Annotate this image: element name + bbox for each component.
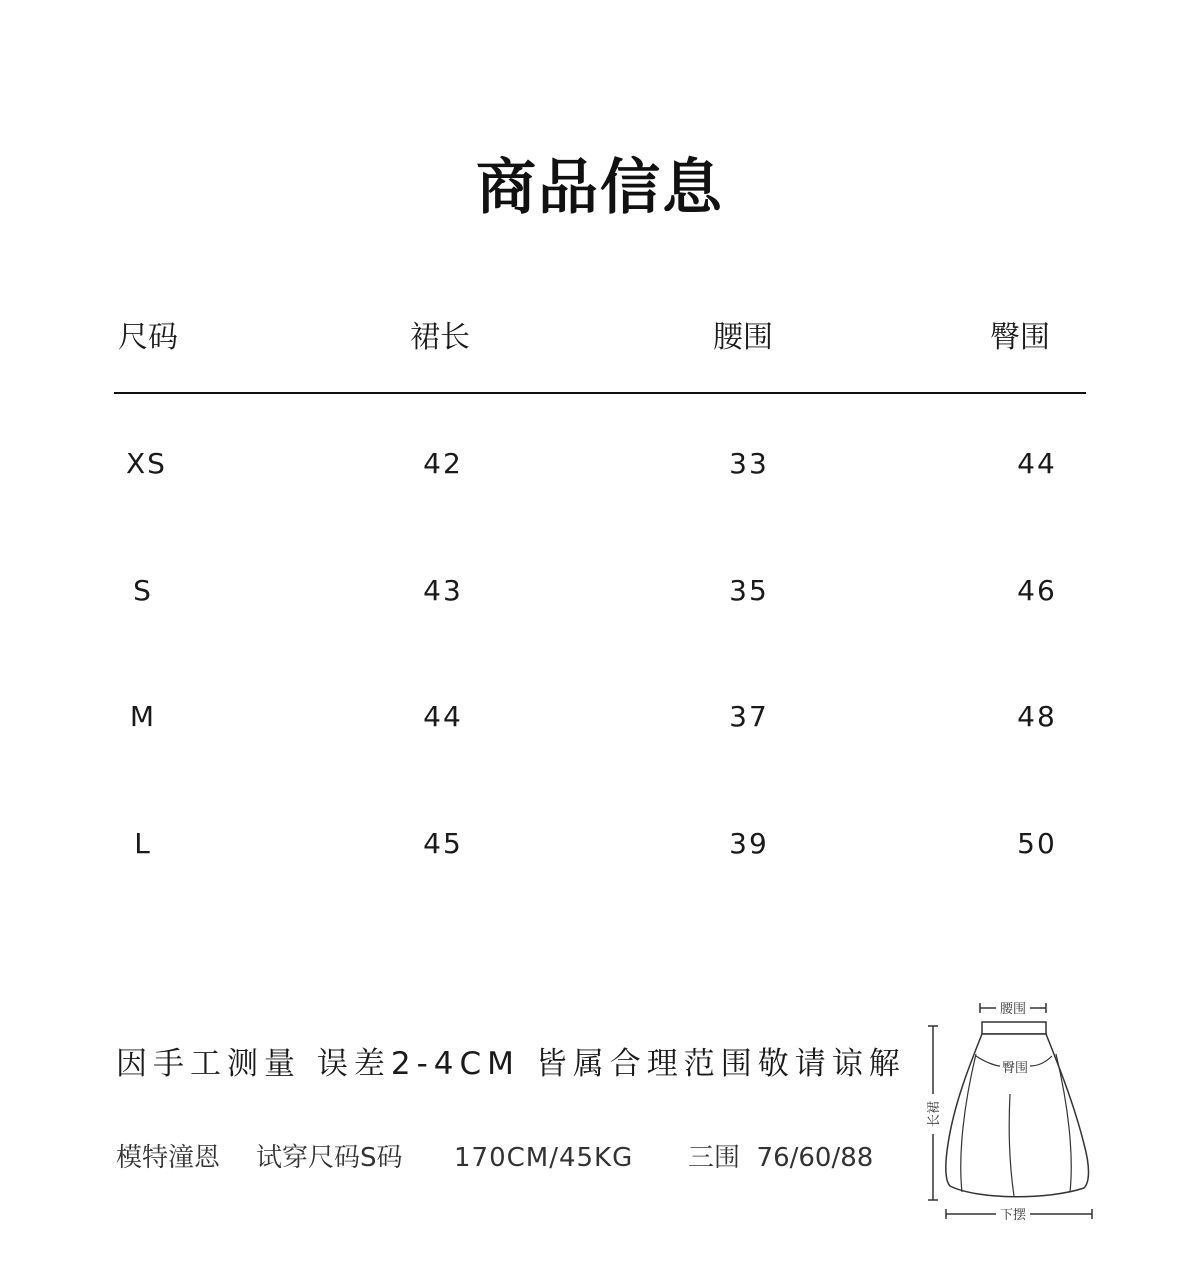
- hem-measure-line: [946, 1207, 1092, 1223]
- hem-label: 下摆: [999, 1208, 1027, 1223]
- table-row: [0, 571, 1200, 611]
- size-table-header: [0, 318, 1200, 358]
- table-divider: [114, 392, 1086, 394]
- model-name: 模特潼恩: [116, 1143, 221, 1173]
- skirt-body: [946, 1034, 1089, 1197]
- size-cell: M: [129, 700, 157, 733]
- header-size: 尺码: [118, 320, 178, 355]
- model-measurements: 三围 76/60/88: [688, 1143, 874, 1173]
- header-hip: 臀围: [990, 320, 1050, 355]
- length-cell: 44: [423, 700, 463, 733]
- length-cell: 43: [423, 574, 463, 607]
- hip-cell: 46: [1017, 574, 1057, 607]
- waist-cell: 37: [729, 700, 769, 733]
- waist-label: 腰围: [999, 1002, 1027, 1017]
- waist-cell: 35: [729, 574, 769, 607]
- header-waist: 腰围: [713, 320, 773, 355]
- skirt-waistband: [982, 1022, 1046, 1034]
- waist-cell: 39: [729, 827, 769, 860]
- hip-cell: 48: [1017, 700, 1057, 733]
- size-cell: S: [133, 574, 153, 607]
- size-cell: L: [134, 827, 152, 860]
- page-title: 商品信息: [476, 153, 724, 223]
- model-height-weight: 170CM/45KG: [454, 1143, 634, 1173]
- hip-cell: 50: [1017, 827, 1057, 860]
- measurement-note: 因手工测量 误差2-4CM 皆属合理范围敬请谅解: [116, 1046, 906, 1082]
- hip-label: 臀围: [1001, 1061, 1029, 1076]
- table-row: [0, 697, 1200, 737]
- length-cell: 42: [423, 447, 463, 480]
- skirt-measurement-diagram: [918, 994, 1102, 1226]
- table-row: [0, 824, 1200, 864]
- table-row: [0, 444, 1200, 484]
- length-measure-line: [927, 1026, 942, 1200]
- model-try-size: 试穿尺码S码: [256, 1143, 403, 1173]
- length-label: 长裙: [927, 1100, 942, 1128]
- waist-measure-line: [980, 1002, 1046, 1017]
- size-cell: XS: [126, 447, 167, 480]
- hip-cell: 44: [1017, 447, 1057, 480]
- waist-cell: 33: [729, 447, 769, 480]
- header-skirt-length: 裙长: [410, 320, 470, 355]
- length-cell: 45: [423, 827, 463, 860]
